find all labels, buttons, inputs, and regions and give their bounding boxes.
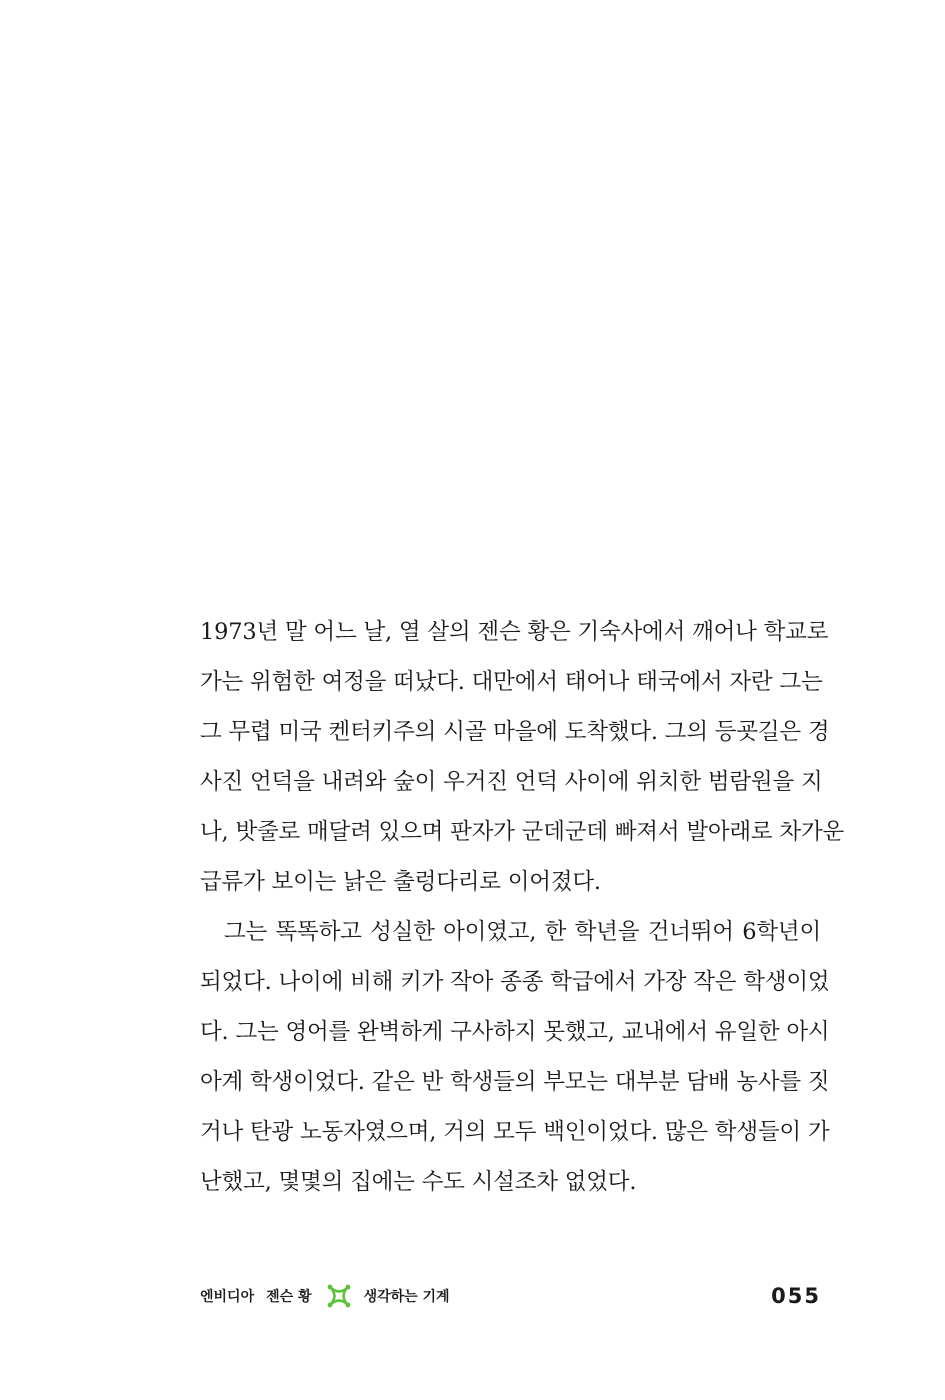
text-line: 거나 탄광 노동자였으며, 거의 모두 백인이었다. 많은 학생들이 가 [200,1119,830,1145]
text-line: 사진 언덕을 내려와 숲이 우거진 언덕 사이에 위치한 범람원을 지 [200,769,823,795]
text-line: 되었다. 나이에 비해 키가 작아 종종 학급에서 가장 작은 학생이었 [200,969,830,995]
text-line: 가는 위험한 여정을 떠났다. 대만에서 태어나 태국에서 자란 그는 [200,669,823,695]
text-line: 다. 그는 영어를 완벽하게 구사하지 못했고, 교내에서 유일한 아시 [200,1019,830,1045]
text-line: 아계 학생이었다. 같은 반 학생들의 부모는 대부분 담배 농사를 짓 [200,1069,830,1095]
footer-book-title: 엔비디아 [200,1289,255,1305]
footer-series-title: 생각하는 기계 [363,1289,450,1305]
body-text [200,613,845,1213]
page-number: 055 [771,1284,821,1308]
text-line: 급류가 보이는 낡은 출렁다리로 이어졌다. [200,869,601,895]
text-line: 1973년 말 어느 날, 열 살의 젠슨 황은 기숙사에서 깨어나 학교로 [200,619,829,645]
text-line: 그 무렵 미국 켄터키주의 시골 마을에 도착했다. 그의 등굣길은 경 [200,719,830,745]
x-logo-icon [326,1283,352,1309]
text-line: 나, 밧줄로 매달려 있으며 판자가 군데군데 빠져서 발아래로 차가운 [200,819,845,845]
page-footer [200,1280,821,1312]
footer-author: 젠슨 황 [266,1289,312,1305]
text-line: 그는 똑똑하고 성실한 아이였고, 한 학년을 건너뛰어 6학년이 [224,919,821,945]
text-line: 난했고, 몇몇의 집에는 수도 시설조차 없었다. [200,1169,637,1195]
